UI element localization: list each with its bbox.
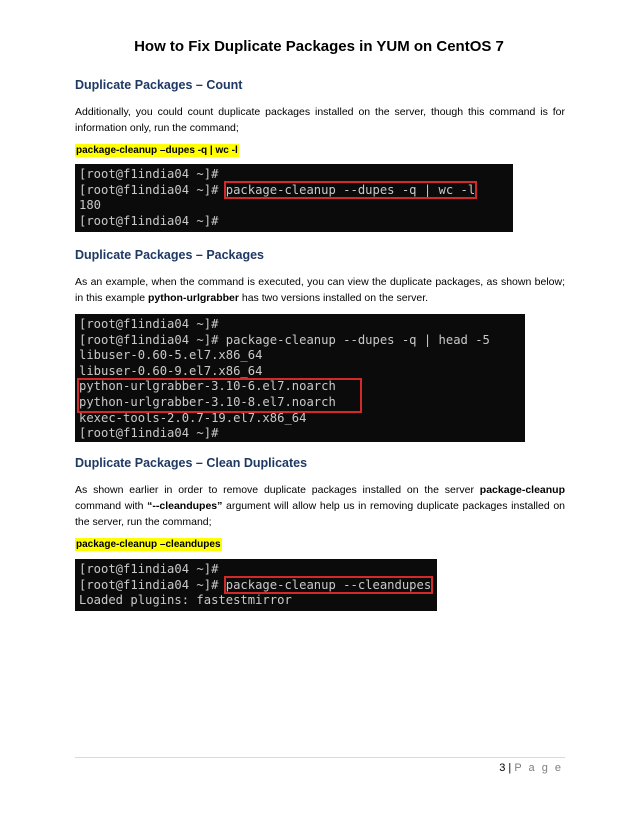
command-cleandupes: package-cleanup –cleandupes <box>76 539 221 550</box>
duplicate-highlight-box <box>77 378 362 413</box>
terminal-line: [root@f1india04 ~]# <box>79 317 219 331</box>
terminal-cleandupes <box>75 559 437 611</box>
terminal-prompt: [root@f1india04 ~]# <box>79 577 226 592</box>
terminal-count <box>75 164 513 232</box>
terminal-line: [root@f1india04 ~]# <box>79 426 219 441</box>
footer-separator: | <box>508 762 512 774</box>
section-heading-clean: Duplicate Packages – Clean Duplicates <box>75 456 308 470</box>
section-packages-paragraph: As an example, when the command is executed, you can view the duplicate packages, as shown below; in this example python-urlgrabber has two versions installed on the server. <box>75 276 565 304</box>
terminal-line: python-urlgrabber-3.10-6.el7.noarch <box>79 379 336 394</box>
highlighted-command: package-cleanup --dupes -q | wc -l <box>225 182 476 197</box>
terminal-line: [root@f1india04 ~]# <box>79 167 219 181</box>
terminal-packages <box>75 314 525 442</box>
section-heading-packages: Duplicate Packages – Packages <box>75 248 265 262</box>
terminal-line: libuser-0.60-9.el7.x86_64 <box>79 363 263 378</box>
section-clean-paragraph: As shown earlier in order to remove duplicate packages installed on the server package-cleanup command with “--cleandupes” argument will allow help us in removing duplicate packages installed on the server, run the command; <box>75 484 566 528</box>
page-number: 3 <box>499 762 506 774</box>
terminal-line <box>79 578 433 594</box>
package-name: python-urlgrabber <box>147 292 239 304</box>
terminal-line: [root@f1india04 ~]# <box>79 213 219 228</box>
terminal-line: 180 <box>79 198 102 213</box>
terminal-line: [root@f1india04 ~]# package-cleanup --dupes -q | head -5 <box>79 332 490 347</box>
terminal-line: kexec-tools-2.0.7-19.el7.x86_64 <box>79 410 307 425</box>
page-label: P a g e <box>514 762 563 774</box>
terminal-line: Loaded plugins: fastestmirror <box>79 593 292 608</box>
terminal-prompt: [root@f1india04 ~]# <box>79 182 226 197</box>
page-title: How to Fix Duplicate Packages in YUM on CentOS 7 <box>134 38 504 55</box>
highlighted-command: package-cleanup --cleandupes <box>225 577 432 592</box>
terminal-line: [root@f1india04 ~]# <box>79 562 219 576</box>
section-count-paragraph: Additionally, you could count duplicate packages installed on the server, though this command is for information only, run the command; <box>75 106 565 134</box>
terminal-line: libuser-0.60-5.el7.x86_64 <box>79 348 263 363</box>
page-footer <box>499 762 563 774</box>
command-count: package-cleanup –dupes -q | wc -l <box>76 145 238 156</box>
terminal-line <box>79 183 509 199</box>
section-heading-count: Duplicate Packages – Count <box>75 78 243 92</box>
footer-divider <box>75 757 565 758</box>
terminal-line: python-urlgrabber-3.10-8.el7.noarch <box>79 394 336 409</box>
